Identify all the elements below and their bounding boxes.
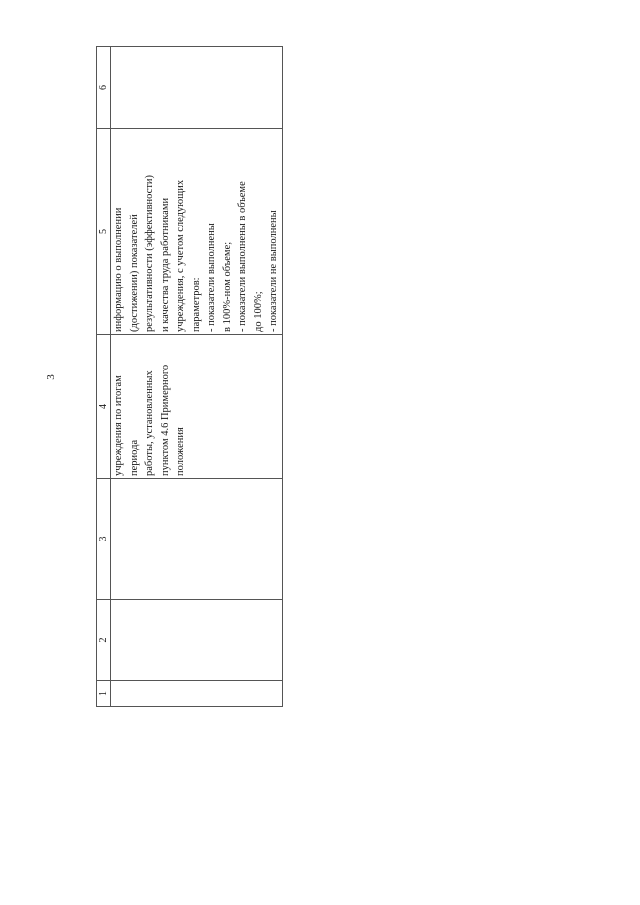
cell-col-5: информацию о выполнении (достижении) показателей результативности (эффективности) и качества труда работниками учреждения, с учетом следующих параметров: - показатели выполнены в 100%-ном объеме; - показатели выполнены в объеме до 100%; - показатели не выполнены: [111, 129, 283, 335]
column-number-1: 1: [97, 681, 111, 707]
document-table: [96, 46, 283, 707]
cell-col-3: [111, 479, 283, 600]
rotated-table-container: [96, 47, 279, 707]
page-number: 3: [45, 374, 57, 380]
column-number-6: 6: [97, 47, 111, 129]
cell-col-2: [111, 600, 283, 681]
table-header-row: [97, 47, 111, 707]
table-row: [111, 47, 283, 707]
cell-col-6: [111, 47, 283, 129]
column-number-4: 4: [97, 335, 111, 479]
column-number-5: 5: [97, 129, 111, 335]
column-number-2: 2: [97, 600, 111, 681]
column-number-3: 3: [97, 479, 111, 600]
cell-col-4: учреждения по итогам периода работы, установленных пунктом 4.6 Примерного положения: [111, 335, 283, 479]
cell-col-1: [111, 681, 283, 707]
